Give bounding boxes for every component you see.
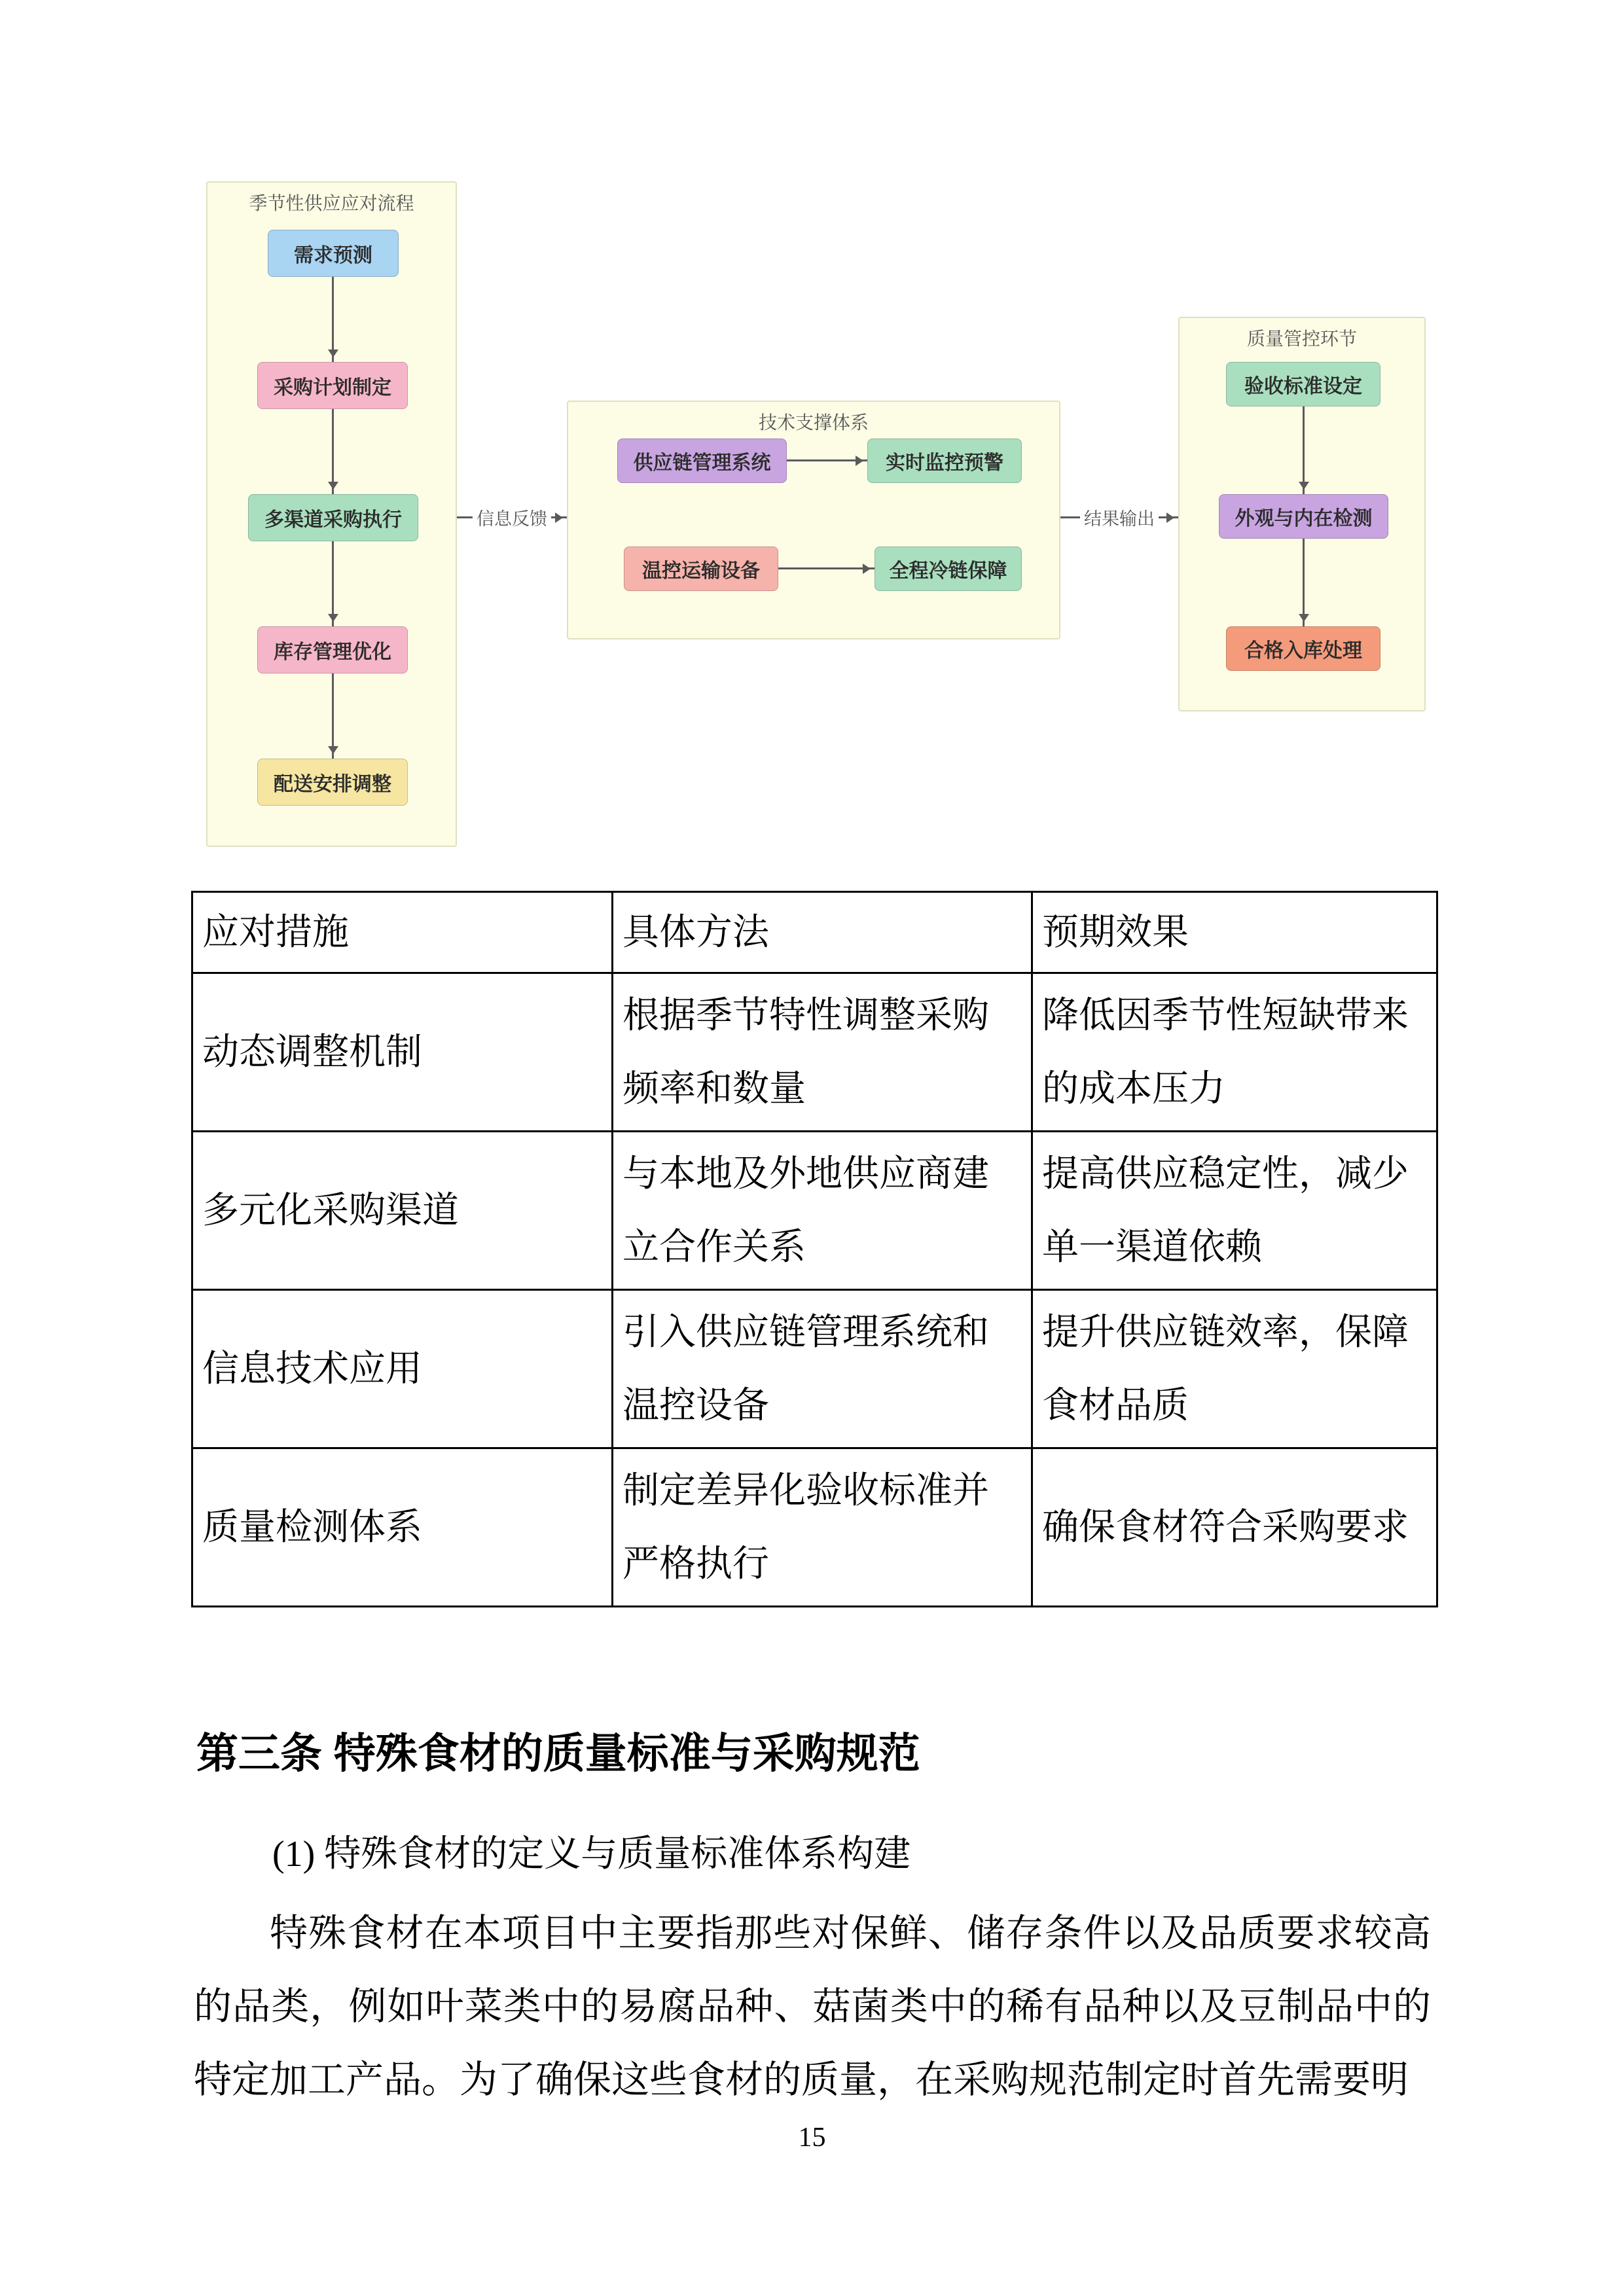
- node-temp-transport: 温控运输设备: [624, 547, 778, 591]
- arrow-down-icon: [332, 277, 334, 362]
- node-inventory-optimization: 库存管理优化: [257, 626, 408, 673]
- table-row: [192, 1290, 1437, 1448]
- arrow-down-icon: [332, 541, 334, 626]
- arrow-right-icon: [778, 567, 875, 569]
- node-cold-chain: 全程冷链保障: [875, 547, 1022, 591]
- table-cell: 确保食材符合采购要求: [1032, 1448, 1437, 1607]
- connector-line: [457, 516, 473, 518]
- connector-label: 结果输出: [1084, 509, 1155, 529]
- table-cell: 引入供应链管理系统和温控设备: [613, 1290, 1032, 1448]
- connector-line: [1060, 516, 1080, 518]
- arrow-right-icon: [551, 516, 567, 518]
- group-title: 质量管控环节: [1246, 329, 1357, 349]
- connector-result-output: [1060, 505, 1178, 529]
- connector-feedback: [457, 505, 567, 529]
- table-cell: 降低因季节性短缺带来的成本压力: [1032, 973, 1437, 1132]
- node-realtime-monitoring: 实时监控预警: [867, 439, 1022, 483]
- node-procurement-plan: 采购计划制定: [257, 362, 408, 409]
- table-row: [192, 973, 1437, 1132]
- table-cell: 多元化采购渠道: [192, 1132, 613, 1290]
- section-subheading: (1) 特殊食材的定义与质量标准体系构建: [272, 1834, 911, 1874]
- table-cell: 质量检测体系: [192, 1448, 613, 1607]
- arrow-down-icon: [332, 673, 334, 759]
- arrow-right-icon: [787, 459, 867, 461]
- page-number: 15: [798, 2123, 826, 2153]
- table-row: [192, 1132, 1437, 1290]
- group-title: 技术支撑体系: [758, 412, 869, 433]
- node-scm-system: 供应链管理系统: [617, 439, 787, 483]
- measures-table: [191, 891, 1438, 1607]
- node-demand-forecast: 需求预测: [268, 230, 399, 277]
- node-multichannel-execution: 多渠道采购执行: [248, 494, 418, 541]
- arrow-right-icon: [1159, 516, 1178, 518]
- table-cell: 信息技术应用: [192, 1290, 613, 1448]
- section-heading: 第三条 特殊食材的质量标准与采购规范: [196, 1730, 920, 1777]
- table-cell: 动态调整机制: [192, 973, 613, 1132]
- table-cell: 根据季节特性调整采购频率和数量: [613, 973, 1032, 1132]
- table-header-row: [192, 892, 1437, 973]
- connector-label: 信息反馈: [477, 509, 547, 529]
- arrow-down-icon: [332, 409, 334, 494]
- table-cell: 提高供应稳定性，减少单一渠道依赖: [1032, 1132, 1437, 1290]
- arrow-down-icon: [1303, 539, 1305, 626]
- node-inspection: 外观与内在检测: [1219, 494, 1388, 539]
- header-effect: 预期效果: [1032, 892, 1437, 973]
- table-cell: 提升供应链效率，保障食材品质: [1032, 1290, 1437, 1448]
- arrow-down-icon: [1303, 406, 1305, 494]
- table-cell: 制定差异化验收标准并严格执行: [613, 1448, 1032, 1607]
- header-method: 具体方法: [613, 892, 1032, 973]
- table-row: [192, 1448, 1437, 1607]
- node-acceptance-standard: 验收标准设定: [1226, 362, 1380, 406]
- header-measure: 应对措施: [192, 892, 613, 973]
- group-title: 季节性供应应对流程: [249, 193, 414, 213]
- body-paragraph: 特殊食材在本项目中主要指那些对保鲜、储存条件以及品质要求较高的品类，例如叶菜类中的易腐品种、菇菌类中的稀有品种以及豆制品中的特定加工产品。为了确保这些食材的质量，在采购规范制定时首先需要明: [194, 1912, 1431, 2101]
- table-cell: 与本地及外地供应商建立合作关系: [613, 1132, 1032, 1290]
- node-delivery-adjustment: 配送安排调整: [257, 759, 408, 806]
- flowchart-group-quality-control: [1178, 317, 1426, 711]
- node-storage-processing: 合格入库处理: [1226, 626, 1380, 671]
- flowchart-group-seasonal-process: [206, 181, 457, 847]
- flowchart-group-tech-support: [567, 401, 1060, 639]
